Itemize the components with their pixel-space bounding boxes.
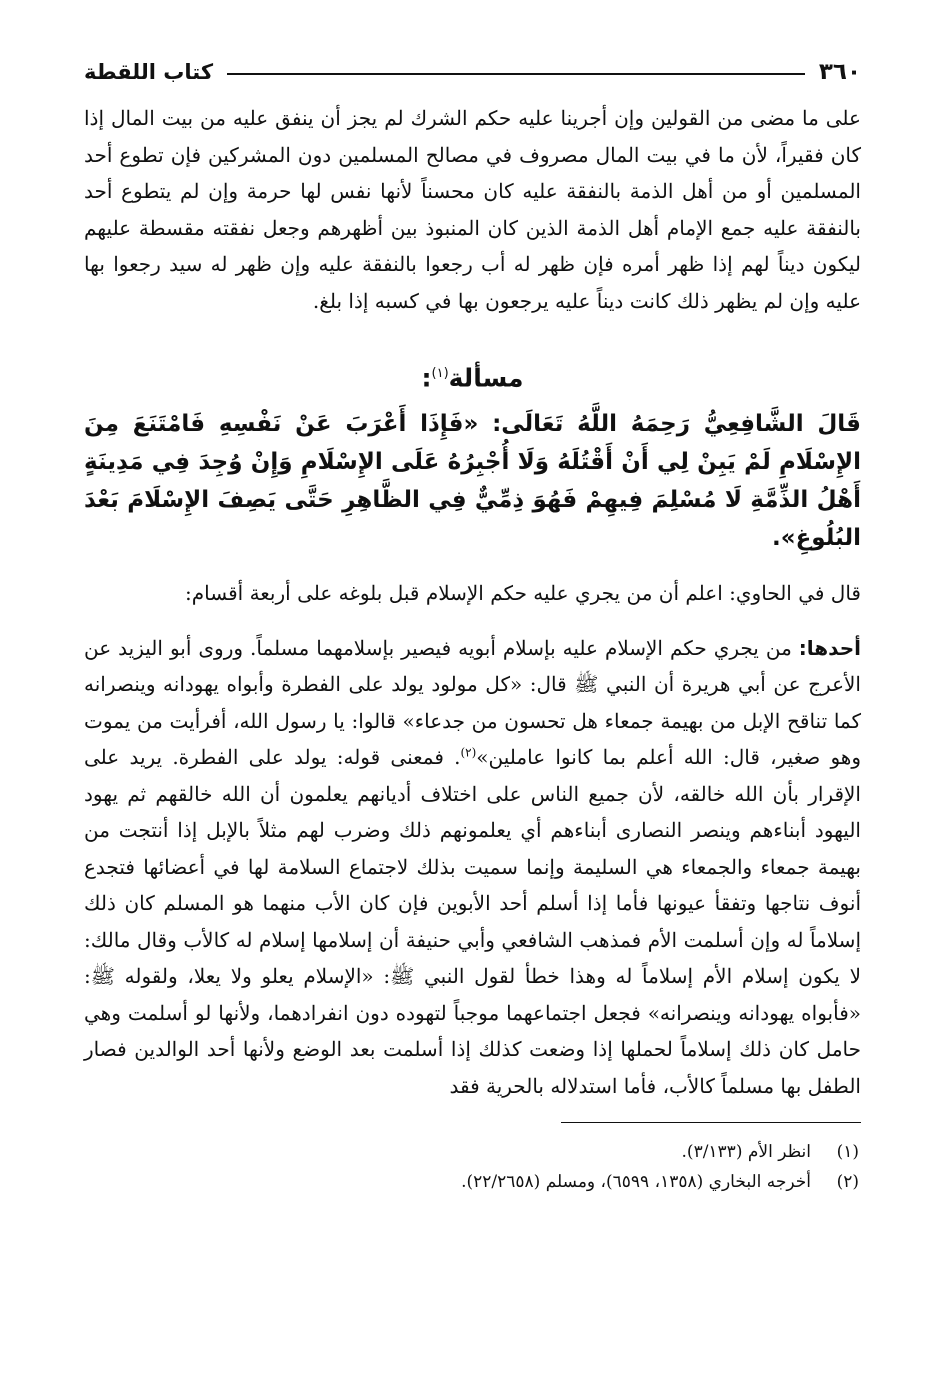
footnote-mark-2[interactable]: (٢)	[460, 745, 477, 760]
first-category-text-part2: . فمعنى قوله: يولد على الفطرة. يريد على الإقرار بأن الله خالقه، لأن جميع الناس على اختلاف أديانهم يعلمون أن الله خالقهم ثم يهود اليهود أبناءهم وينصر النصارى أبناءهم أي يعلمونهم ذلك وضرب لهم مثلاً بالإبل إذا أنتجت من بهيمة جمعاء والجمعاء هي السليمة وإنما سميت بذلك لاجتماع السلامة لها في أعضائها فتجدع أنوف نتاجها وتفقأ عيونها فأما إذا أسلم أحد الأبوين فإن كان الأب منهما هو المسلم كان ذلك إسلاماً له وإن أسلمت الأم فمذهب الشافعي وأبي حنيفة أن إسلامها إسلام له كالأب وقال مالك: لا يكون إسلام الأم إسلاماً له وهذا خطأ لقول النبي ﷺ: «الإسلام يعلو ولا يعلا، ولقوله ﷺ: «فأبواه يهودانه وينصرانه» فجعل اجتماعهما موجباً لتهوده دون انفرادهما، ولأنها لو أسلمت وهي حامل كان ذلك إسلاماً لحملها إذا وضعت كذلك إذا أسلمت بعد الوضع ولأنها أحد الوالدين فصار الطفل بها مسلماً كالأب، فأما استدلاله بالحرية فقد	[84, 745, 862, 1098]
footnote-text: انظر الأم (٣/١٣٣).	[681, 1142, 811, 1162]
header-rule	[227, 73, 805, 75]
shafii-quote: قَالَ الشَّافِعِيُّ رَحِمَهُ اللَّهُ تَعَالَى: «فَإِذَا أَعْرَبَ عَنْ نَفْسِهِ فَامْتَنَعَ مِنَ الإِسْلَامِ لَمْ يَبِنْ لِي أَنْ أَقْتُلَهُ وَلَا أُجْبِرُهُ عَلَى الإِسْلَامِ وَإِنْ وُجِدَ فِي مَدِينَةٍ أَهْلُ الذِّمَّةِ لَا مُسْلِمَ فِيهِمْ فَهُوَ ذِمِّيٌّ فِي الظَّاهِرِ حَتَّى يَصِفَ الإِسْلَامَ بَعْدَ البُلُوغِ».	[84, 411, 861, 551]
footnote-number: (٢)	[836, 1172, 859, 1192]
footnote-number: (١)	[836, 1142, 859, 1162]
first-category-lead: أحدها:	[798, 635, 861, 660]
section-heading	[84, 355, 861, 393]
running-header	[84, 52, 861, 92]
footnote-item	[84, 1167, 861, 1197]
book-page	[84, 52, 861, 1197]
footnote-text: أخرجه البخاري (١٣٥٨، ٦٥٩٩)، ومسلم (٢٢/٢٦٥٨).	[461, 1172, 811, 1192]
page-number: ٣٦٠	[818, 59, 861, 85]
book-title: كتاب اللقطة	[84, 60, 214, 84]
section-heading-footnote-mark[interactable]: (١)	[431, 366, 449, 381]
intro-paragraph: على ما مضى من القولين وإن أجرينا عليه حكم الشرك لم يجز أن ينفق عليه من بيت المال إذا كان فقيراً، لأن ما في بيت المال مصروف في مصالح المسلمين دون المشركين فإن تطوع أحد المسلمين أو من أهل الذمة بالنفقة عليه كان محسناً لأنها نفس لها حرمة وإن لم يتطوع أحد بالنفقة عليه جمع الإمام أهل الذمة الذين كان المنبوذ بين أظهرهم وجعل نفقته مقسطة عليهم ليكون ديناً لهم إذا ظهر أمره فإن ظهر له أب رجعوا بالنفقة عليه وإن ظهر له سيد رجعوا بها عليه وإن لم يظهر ذلك كانت ديناً عليه يرجعون بها في كسبه إذا بلغ.	[84, 106, 861, 313]
footnote-item	[84, 1137, 861, 1167]
footnotes	[84, 1137, 861, 1197]
first-category-paragraph	[84, 630, 861, 1105]
footnote-separator	[561, 1122, 861, 1123]
first-category-text-part1: من يجري حكم الإسلام عليه بإسلام أبويه فيصير بإسلامهما مسلماً. وروى أبو اليزيد عن الأعرج عن أبي هريرة أن النبي ﷺ قال: «كل مولود يولد على الفطرة وأبواه يهودانه وينصرانه كما تناقح الإبل من بهيمة جمعاء هل تحسون من جدعاء» قالوا: يا رسول الله، أفرأيت من يموت وهو صغير، قال: الله أعلم بما كانوا عاملين»	[84, 635, 862, 769]
havi-paragraph: قال في الحاوي: اعلم أن من يجري عليه حكم الإسلام قبل بلوغه على أربعة أقسام:	[185, 581, 861, 605]
section-heading-suffix: :	[421, 363, 432, 393]
section-heading-text: مسألة	[448, 363, 524, 393]
